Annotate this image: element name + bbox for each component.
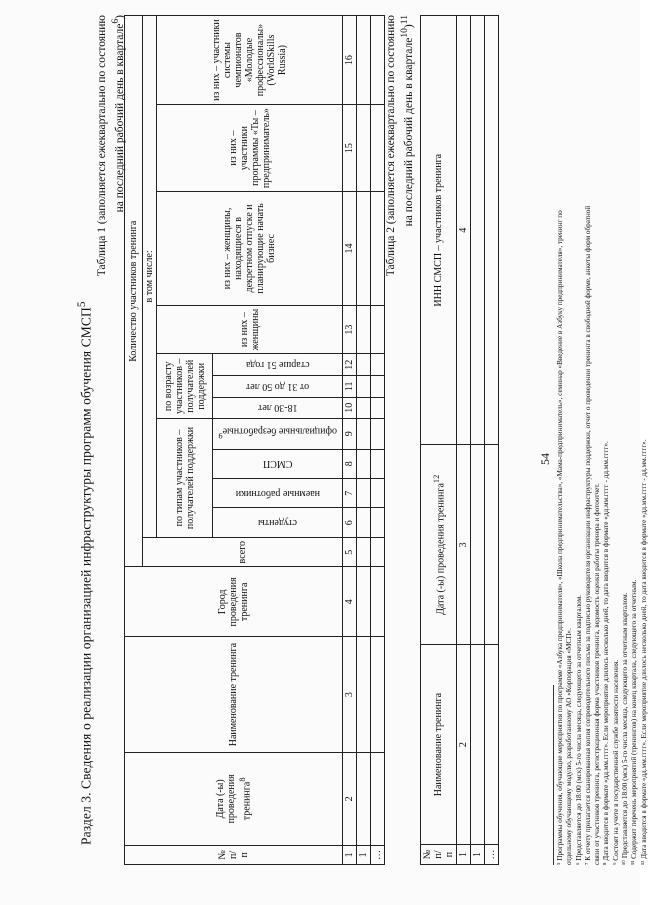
table1-body (357, 16, 385, 865)
header-women: из них – женщины (157, 305, 343, 354)
table-cell (357, 376, 371, 398)
column-number-cell: 1 (343, 845, 357, 864)
column-number-cell: 13 (343, 305, 357, 354)
table-cell (371, 16, 385, 105)
footnote: отдельному обучающему модулю, разработанному АО «Корпорация «МСП». (565, 628, 574, 865)
column-number-cell: 16 (343, 16, 357, 105)
footnote: связи от участников тренинга, регистрационная форма участников тренинга, ведомость оценки работы тренера и фотоотчет. (593, 483, 602, 865)
t2-header-name: Наименование тренинга (421, 645, 457, 845)
column-number-cell: 4 (457, 16, 471, 445)
table-cell (357, 305, 371, 354)
column-number-cell: 2 (343, 752, 357, 845)
table-cell (471, 16, 485, 445)
table-cell: … (485, 845, 499, 865)
table-cell (371, 397, 385, 419)
table-cell (371, 479, 385, 508)
column-number-cell: 3 (343, 637, 357, 753)
column-number-cell: 8 (343, 449, 357, 478)
header-total: всего (143, 537, 343, 567)
header-unemployed: официальные безработные$^9$ (213, 419, 343, 449)
table-cell (371, 419, 385, 449)
table-cell (371, 105, 385, 192)
table-cell (485, 16, 499, 445)
header-city: Город проведения тренинга (125, 567, 343, 637)
column-number-cell: 10 (343, 397, 357, 419)
header-employees: наемные работники (213, 479, 343, 508)
header-by-age: по возрасту участников – получателей поддержки (157, 354, 213, 419)
table-cell (357, 449, 371, 478)
table1-column-numbers (343, 16, 357, 865)
table-cell (485, 645, 499, 845)
table-row (371, 16, 385, 865)
column-number-cell: 4 (343, 567, 357, 637)
footnote: ⁹ Состоят на учете в государственной службе занятости населения. (611, 659, 620, 865)
table-cell (471, 445, 485, 645)
header-incl: в том числе: (143, 16, 157, 538)
header-age2: от 31 до 50 лет (213, 376, 343, 398)
table-cell (357, 192, 371, 306)
table-cell (371, 354, 385, 376)
table-cell (357, 397, 371, 419)
header-students: студенты (213, 508, 343, 537)
header-participants: Количество участников тренинга (125, 16, 143, 567)
table2-caption: Таблица 2 (заполняется ежеквартально по состоянию на последний рабочий день в квартале$^{10}$)$^{11}$ (385, 15, 415, 277)
table-cell: 1 (471, 845, 485, 865)
column-number-cell: 11 (343, 376, 357, 398)
table-cell: 1 (357, 845, 371, 864)
header-name: Наименование тренинга (125, 637, 343, 753)
table-cell (357, 479, 371, 508)
footnote: ¹⁰ Представляется до 18:00 (мск) 5-го числа месяца, следующего за отчетным кварталом. (621, 592, 630, 865)
header-by-type: по типам участников – получателей поддержки (157, 419, 213, 538)
footnote: ⁵ Программы обучения, обучающие мероприятия по программе «Азбука предпринимателя», «Школа предпринимательства», «Мама-предприниматель», семинар «Введение в Азбуку предпринимателя», тренинг по (556, 210, 564, 865)
table-cell: … (371, 845, 385, 864)
table1 (124, 15, 385, 865)
header-ty-program: из них – участники программы «Ты – предприниматель» (157, 105, 343, 192)
table-cell (371, 637, 385, 753)
t2-header-inn: ИНН СМСП – участников тренинга (421, 16, 457, 445)
table-cell (371, 376, 385, 398)
table2-body (471, 16, 499, 865)
footnote: ⁷ К отчету прилагается сканированная копия сопроводительного письма за подписью руководителя организации инфраструктуры поддержки, отчет о проведении тренинга в свободной форме, анкеты форм обратной (583, 205, 592, 865)
header-date: Дата (-ы) проведения тренинга$^8$ (125, 752, 343, 845)
header-smsp: СМСП (213, 449, 343, 478)
table2-column-numbers (457, 16, 471, 865)
column-number-cell: 7 (343, 479, 357, 508)
table-cell (485, 445, 499, 645)
header-women-maternity: из них – женщины, находящиеся в декретном отпуске и планирующие начать бизнес (157, 192, 343, 306)
column-number-cell: 14 (343, 192, 357, 306)
table-cell (371, 567, 385, 637)
table-row (471, 16, 485, 865)
table-cell (357, 508, 371, 537)
table-cell (371, 305, 385, 354)
footnote: ¹² Дата вводится в формате «дд.мм.гггг». Если мероприятие длилось несколько дней, то дата вводится в формате «дд.мм.гггг - дд.мм.гггг». (639, 439, 648, 865)
header-age3: старше 51 года (213, 354, 343, 376)
table-cell (357, 537, 371, 567)
table1-caption: Таблица 1 (заполняется ежеквартально по состоянию на последний рабочий день в квартале$^6$) (96, 15, 126, 277)
footnotes (556, 15, 649, 865)
table-cell (471, 645, 485, 845)
table-cell (357, 419, 371, 449)
header-age1: 18-30 лет (213, 397, 343, 419)
table-cell (357, 105, 371, 192)
table-cell (371, 537, 385, 567)
header-num: № п/п (125, 845, 343, 864)
table-cell (357, 567, 371, 637)
section-title-footnote-ref: 5 (76, 301, 88, 308)
footnote: ⁶ Представляется до 18:00 (мск) 5-го числа месяца, следующего за отчетным кварталом. (574, 595, 583, 865)
t2-header-date: Дата (-ы) проведения тренинга$^{12}$ (421, 445, 457, 645)
t2-header-num: № п/п (421, 845, 457, 865)
table-cell (357, 16, 371, 105)
footnote: ¹¹ Содержит перечень мероприятий (тренингов) на конец квартала, следующего за отчетным. (630, 579, 639, 865)
column-number-cell: 15 (343, 105, 357, 192)
column-number-cell: 6 (343, 508, 357, 537)
column-number-cell: 9 (343, 419, 357, 449)
footnote: ⁸ Дата вводится в формате «дд.мм.гггг». Если мероприятие длилось несколько дней, то дата вводится в формате «дд.мм.гггг - дд.мм.гггг». (602, 441, 611, 865)
column-number-cell: 1 (457, 845, 471, 865)
table-cell (371, 449, 385, 478)
table-cell (357, 637, 371, 753)
table-cell (371, 752, 385, 845)
header-worldskills: из них – участники системы чемпионатов «Молодые профессионалы» (WorldSkills Russia) (157, 16, 343, 105)
table-row (357, 16, 371, 865)
table2 (420, 15, 499, 865)
page-number: 54 (538, 453, 552, 465)
footnote-divider (553, 685, 554, 865)
table-cell (357, 354, 371, 376)
column-number-cell: 3 (457, 445, 471, 645)
table-row (485, 16, 499, 865)
column-number-cell: 5 (343, 537, 357, 567)
column-number-cell: 2 (457, 645, 471, 845)
column-number-cell: 12 (343, 354, 357, 376)
table-cell (371, 192, 385, 306)
section-title: Раздел 3. Сведения о реализации организацией инфраструктуры программ обучения СМСП$^5$ (76, 301, 94, 845)
table-cell (371, 508, 385, 537)
table-cell (357, 752, 371, 845)
